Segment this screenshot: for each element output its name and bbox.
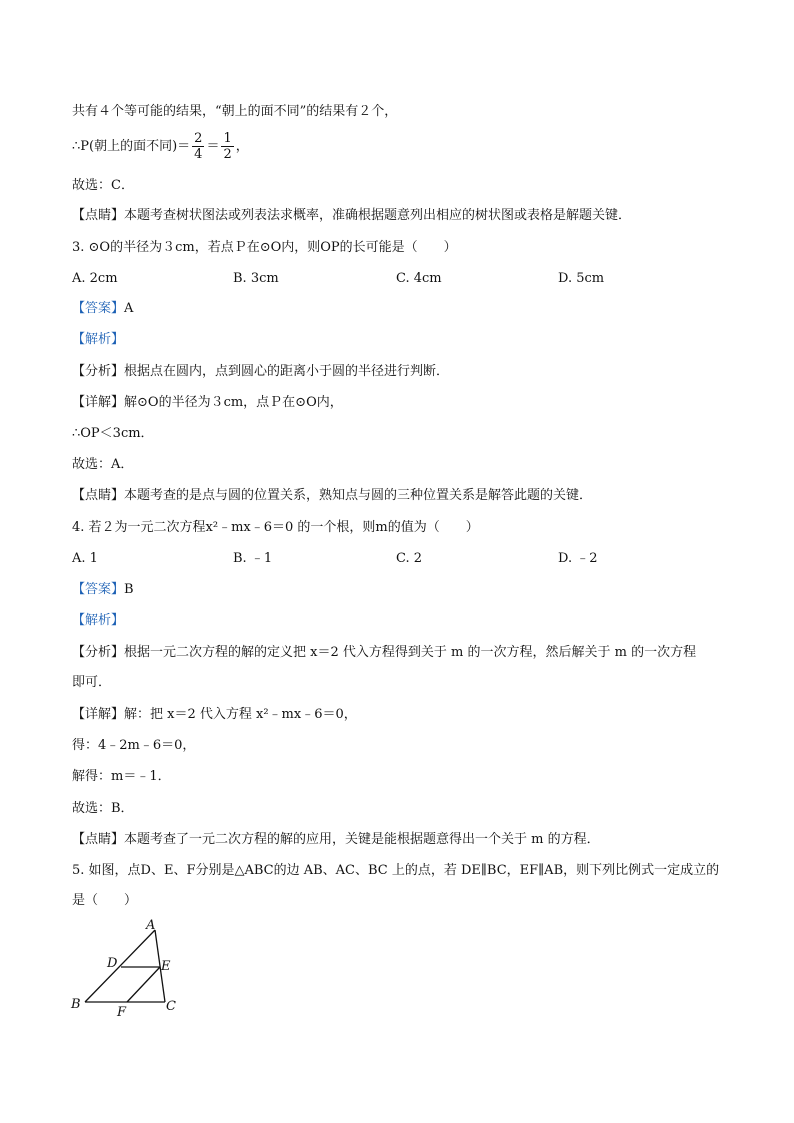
q5-stem-cont: 是（ ）: [72, 893, 138, 908]
label-f: F: [117, 1005, 127, 1020]
q3-answer: [72, 300, 133, 318]
label-a: A: [146, 918, 156, 933]
q4-step1: 得：4﹣2m﹣6＝0，: [72, 738, 196, 753]
frac1-denominator: 4: [194, 147, 203, 162]
q4-option-c: C. 2: [396, 551, 423, 566]
label-c: C: [166, 999, 176, 1014]
q2-answer: 故选：C．: [72, 178, 134, 193]
q4-fenxi: [72, 644, 696, 662]
q4-stem: 4. 若２为一元二次方程x²﹣mx﹣6＝0 的一个根，则m的值为（ ）: [72, 520, 479, 535]
prob-prefix: ∴P(朝上的面不同)＝: [72, 139, 191, 154]
q4-answer: [72, 581, 134, 599]
answer-value: B: [124, 582, 134, 597]
answer-tag: 【答案】: [72, 301, 125, 316]
segment-ef: [127, 967, 160, 1002]
q3-xiangjie: [72, 394, 343, 412]
comment-tag: 【点睛】: [72, 832, 125, 847]
comment-text: 本题考查的是点与圆的位置关系，熟知点与圆的三种位置关系是解答此题的关键．: [124, 488, 593, 503]
fenxi-text: 根据点在圆内，点到圆心的距离小于圆的半径进行判断．: [124, 364, 450, 379]
q3-step1: ∴OP＜3cm．: [72, 426, 154, 441]
q3-option-a: A. 2cm: [72, 271, 118, 286]
comment-tag: 【点睛】: [72, 488, 125, 503]
q2-comment: [72, 207, 631, 225]
q3-option-d: D. 5cm: [558, 271, 605, 286]
xiangjie-tag: 【详解】: [72, 707, 125, 722]
fenxi-text: 根据一元二次方程的解的定义把 x＝2 代入方程得到关于 m 的一次方程，然后解关于 m 的一次方程: [124, 645, 697, 660]
q3-fenxi: [72, 363, 449, 381]
answer-value: A: [124, 301, 134, 316]
xiangjie-tag: 【详解】: [72, 395, 125, 410]
q2-line-outcomes: 共有４个等可能的结果，“朝上的面不同”的结果有２个，: [72, 104, 398, 119]
prob-suffix: ，: [235, 139, 249, 154]
q4-fenxi-cont: 即可．: [72, 675, 112, 690]
frac1-numerator: 2: [194, 131, 203, 146]
q4-analysis-tag: 【解析】: [72, 613, 125, 628]
xiangjie-text: 解⊙O的半径为３cm，点Ｐ在⊙O内，: [124, 395, 343, 410]
label-b: B: [71, 997, 81, 1012]
q4-comment: [72, 831, 600, 849]
q3-option-b: B. 3cm: [233, 271, 279, 286]
comment-tag: 【点睛】: [72, 208, 125, 223]
comment-text: 本题考查了一元二次方程的解的应用，关键是能根据题意得出一个关于 m 的方程．: [124, 832, 600, 847]
q3-analysis-tag: 【解析】: [72, 332, 125, 347]
frac2-numerator: 1: [223, 131, 232, 146]
equals-sign: ＝: [206, 139, 220, 154]
segment-ab: [85, 930, 155, 1002]
triangle-figure: [60, 915, 210, 1020]
q4-option-a: A. 1: [72, 551, 98, 566]
xiangjie-text: 解：把 x＝2 代入方程 x²﹣mx﹣6＝0，: [124, 707, 357, 722]
q4-option-b: B. ﹣1: [233, 551, 273, 566]
fraction-1-2: [221, 131, 233, 162]
q2-probability-line: [72, 130, 249, 164]
label-d: D: [107, 956, 118, 971]
q3-option-c: C. 4cm: [396, 271, 442, 286]
q4-choose: 故选：B．: [72, 801, 134, 816]
q3-stem: 3. ⊙O的半径为３cm，若点Ｐ在⊙O内，则OP的长可能是（ ）: [72, 240, 457, 255]
fenxi-tag: 【分析】: [72, 364, 125, 379]
q5-stem: 5. 如图，点D、E、F分别是△ABC的边 AB、AC、BC 上的点，若 DE∥BC，EF∥AB，则下列比例式一定成立的: [72, 863, 720, 878]
q3-choose: 故选：A．: [72, 457, 134, 472]
q3-comment: [72, 487, 592, 505]
fraction-2-4: [192, 131, 204, 162]
fenxi-tag: 【分析】: [72, 645, 125, 660]
q4-xiangjie: [72, 706, 357, 724]
q4-step2: 解得：m＝﹣1．: [72, 769, 171, 784]
comment-text: 本题考查树状图法或列表法求概率，准确根据题意列出相应的树状图或表格是解题关键．: [124, 208, 632, 223]
frac2-denominator: 2: [223, 147, 232, 162]
answer-tag: 【答案】: [72, 582, 125, 597]
label-e: E: [161, 959, 171, 974]
q4-option-d: D. ﹣2: [558, 551, 598, 566]
